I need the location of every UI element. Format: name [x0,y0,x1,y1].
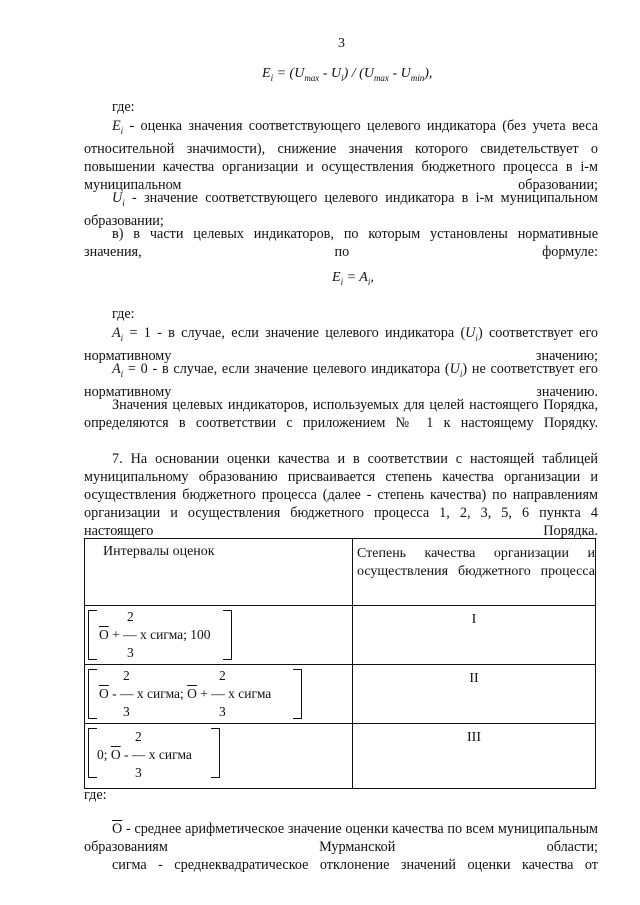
interval-formula-2: $\overline{O}$ - — х сигма; $\overline{O}$ + — х сигма [99,686,272,701]
where-label: где: [112,99,135,115]
formula-second: $E_i = A_i$, [332,270,374,287]
table-row [85,665,596,724]
degree-cell-3: III [353,724,596,789]
definition-sigma: сигма - среднеквадратическое отклонение значений оценки качества от [112,857,598,873]
definition-a0: $A_i = 0 - в$ случае, если значение целевого индикатора $(U_i)$ не соответствует его нормативному значению. [84,361,598,400]
paragraph-7: 7. На основании оценки качества и в соответствии с настоящей таблицей муниципальному образованию присваивается степень качества организации и осуществления бюджетного процесса (далее - степень качества) по направлениям организации и осуществления бюджетного процесса 1, 2, 3, 5, 6 пункта 4 настоящего Порядка. [84,451,598,539]
definition-u: $U_i$ - значение соответствующего целевого индикатора в i-м муниципальном образовании; [84,190,598,229]
interval-formula-3: 0; $\overline{O}$ - — х сигма [97,747,192,762]
where-label-3: где: [84,787,107,803]
definition-o: $\overline{O}$ - среднее арифметическое значение оценки качества по всем муниципальным образованиям Мурманской области; [84,821,598,855]
page-number: 3 [338,36,345,51]
interval-cell-1: 2 $\overline{O}$ + — х сигма; 100 3 [85,606,353,665]
degree-cell-2: II [353,665,596,724]
degree-cell-1: I [353,606,596,665]
header-degree: Степень качества организации и осуществления бюджетного процесса [353,539,596,606]
paragraph-indicator-values: Значения целевых индикаторов, используемых для целей настоящего Порядка, определяются в соответствии с приложением № 1 к настоящему Порядку. [84,397,598,431]
paragraph-v: в) в части целевых индикаторов, по которым установлены нормативные значения, по формуле: [84,226,598,260]
table-header-row [85,539,596,606]
header-intervals: Интервалы оценок [85,539,353,606]
where-label-2: где: [112,306,135,322]
table-row [85,606,596,665]
definition-e: $E_i$ - оценка значения соответствующего целевого индикатора (без учета веса относительной значимости), снижение значения которого свидетельствует о повышении качества организации и осуществления бюджетного процесса в i-м муниципальном образовании; [84,118,598,193]
interval-cell-2: 2 2 $\overline{O}$ - — х сигма; $\overline{O}$ + — х сигма 3 3 [85,665,353,724]
interval-formula-1: $\overline{O}$ + — х сигма; 100 [99,627,211,642]
definition-a1: $A_i = 1 - в$ случае, если значение целевого индикатора $(U_i)$ соответствует его нормативному значению; [84,325,598,364]
interval-cell-3: 2 0; $\overline{O}$ - — х сигма 3 [85,724,353,789]
quality-table [84,538,596,789]
formula-main: $E_i = (U_{max} - U_i) / (U_{max} - U_{min})$, [262,66,433,83]
table-row [85,724,596,789]
